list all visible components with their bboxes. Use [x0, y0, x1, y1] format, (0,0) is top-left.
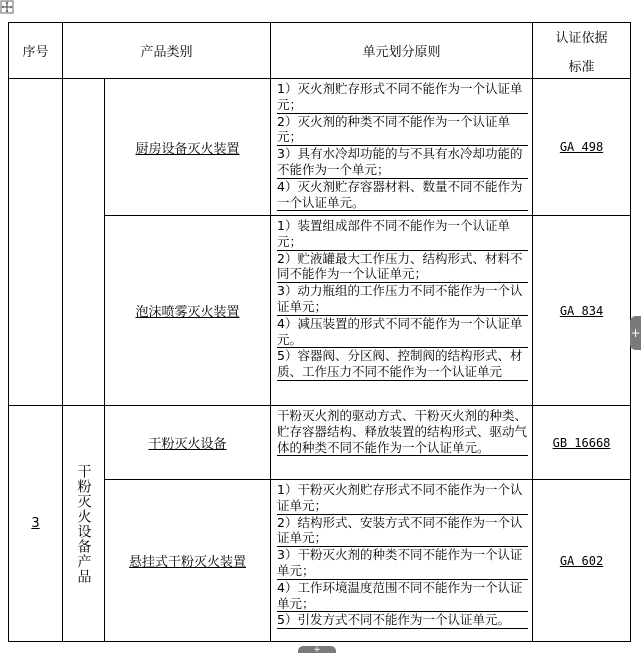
rule-item: 3）动力瓶组的工作压力不同不能作为一个认证单元；: [277, 283, 528, 316]
rule-item: 5）容器阀、分区阀、控制阀的结构形式、材质、工作压力不同不能作为一个认证单元: [277, 348, 528, 381]
rules-cell: [271, 79, 533, 216]
rule-item: 2）结构形式、安装方式不同不能作为一个认证单元；: [277, 515, 528, 548]
seq-number: 3: [31, 516, 40, 531]
category-label[interactable]: 干粉灭火设备: [148, 437, 227, 452]
rules-cell: [271, 216, 533, 406]
category-cell: [105, 480, 271, 642]
header-standard: [533, 23, 631, 79]
standard-link[interactable]: GA 602: [559, 553, 604, 568]
table-row: [9, 79, 631, 216]
category-cell: [105, 79, 271, 216]
rule-item: 4）工作环境温度范围不同不能作为一个认证单元；: [277, 580, 528, 613]
category-label[interactable]: 泡沫喷雾灭火装置: [135, 305, 240, 320]
table-row: [9, 406, 631, 480]
standard-link[interactable]: GA 834: [559, 303, 604, 318]
rules-cell: [271, 406, 533, 480]
rule-item: 1）装置组成部件不同不能作为一个认证单元；: [277, 218, 528, 251]
standard-cell: [533, 406, 631, 480]
category-cell: [105, 216, 271, 406]
rules-cell: [271, 480, 533, 642]
standard-cell: [533, 79, 631, 216]
rule-item: 3）干粉灭火剂的种类不同不能作为一个认证单元；: [277, 547, 528, 580]
rule-item: 2）灭火剂的种类不同不能作为一个认证单元；: [277, 114, 528, 147]
rule-item: 干粉灭火剂的驱动方式、干粉灭火剂的种类、贮存容器结构、释放装置的结构形式、驱动气体的种类不同不能作为一个认证单元。: [277, 408, 528, 455]
header-standard-line1: 认证依据: [555, 30, 608, 46]
group-name-cell: [63, 406, 105, 642]
category-label[interactable]: 厨房设备灭火装置: [135, 141, 240, 157]
move-handle-icon[interactable]: [0, 0, 14, 14]
rule-item: 1）干粉灭火剂贮存形式不同不能作为一个认证单元；: [277, 482, 528, 515]
standard-link[interactable]: GA 498: [559, 140, 604, 154]
rule-item: 1）灭火剂贮存形式不同不能作为一个认证单元；: [277, 81, 528, 114]
side-expand-tab[interactable]: +: [630, 316, 641, 350]
group-name: 干粉灭火设备产品: [75, 463, 92, 584]
rule-item: 3）具有水冷却功能的与不具有水冷却功能的不能作为一个单元；: [277, 146, 528, 179]
rule-item: 4）灭火剂贮存容器材料、数量不同不能作为一个认证单元。: [277, 179, 528, 212]
standard-cell: [533, 480, 631, 642]
seq-cell: [9, 406, 63, 642]
bottom-expand-tab[interactable]: +: [298, 646, 336, 653]
certification-table: [8, 22, 631, 642]
category-cell: [105, 406, 271, 480]
header-standard-line2: 标准: [568, 59, 595, 75]
rule-item: 5）引发方式不同不能作为一个认证单元。: [277, 612, 528, 629]
group-cell-empty: [63, 79, 105, 406]
header-principle: 单元划分原则: [271, 23, 533, 79]
standard-link[interactable]: GB 16668: [552, 435, 611, 450]
header-seq: 序号: [9, 23, 63, 79]
standard-cell: [533, 216, 631, 406]
header-category: 产品类别: [63, 23, 271, 79]
table-header-row: [9, 23, 631, 79]
seq-cell-empty: [9, 79, 63, 406]
rule-item: 4）减压装置的形式不同不能作为一个认证单元。: [277, 316, 528, 349]
rule-item: 2）贮液罐最大工作压力、结构形式、材料不同不能作为一个认证单元；: [277, 251, 528, 284]
category-label[interactable]: 悬挂式干粉灭火装置: [129, 555, 247, 570]
